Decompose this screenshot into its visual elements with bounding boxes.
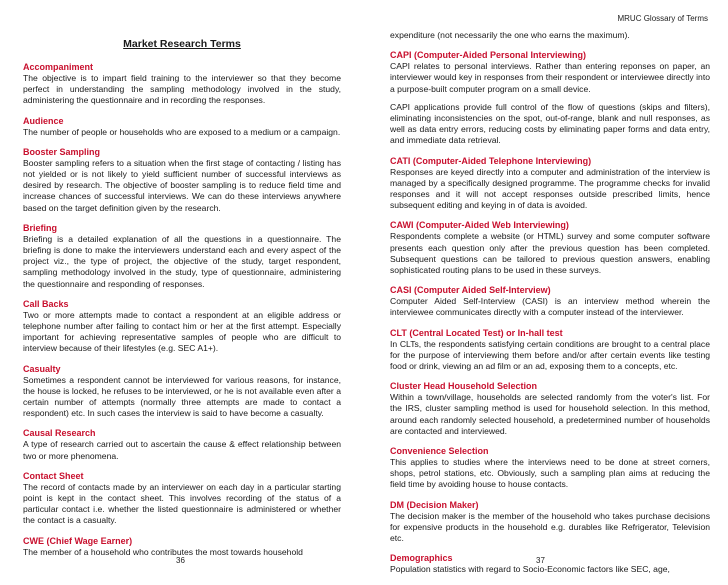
glossary-definition: This applies to studies where the interviews need to be done at street corners, shops, petrol stations, etc. Obviously, such a sampling plan aims at reducing the field time by avoiding house to house contacts. [390,457,710,490]
glossary-entry [390,220,710,276]
glossary-definition: Responses are keyed directly into a computer and administration of the interview is managed by a specifically designed programme. The programme checks for invalid responses and it will not accept responses outside prescribed limits, hence subsequent editing and keying in of data is avoided. [390,166,710,211]
glossary-term: Contact Sheet [23,470,84,481]
glossary-definition: The record of contacts made by an interviewer on each day in a particular starting point is kept in the contact sheet. This involves recording of the status of a particular contact i.e. whether the listed questionnaire is administered or whether the contact is a casualty. [23,481,341,526]
glossary-term: Casualty [23,363,61,374]
glossary-definition: Population statistics with regard to Socio-Economic factors like SEC, age, [390,564,670,575]
glossary-term: Demographics [390,553,453,564]
glossary-definition: The number of people or households who are exposed to a medium or a campaign. [23,126,341,137]
glossary-definition: A type of research carried out to ascertain the cause & effect relationship between two or more phenomena. [23,439,341,461]
glossary-definition: CAPI applications provide full control of the flow of questions (skips and filters), eliminating inconsistencies on the spot, out-of-range, blank and null responses, as well as data entry errors, reducing costs by eliminating paper forms and data entry, and immediate data retrieval. [390,101,710,146]
right-page [364,0,728,582]
glossary-term: Causal Research [23,428,96,439]
glossary-entry [23,428,341,461]
glossary-entry [23,147,341,214]
glossary-definition: Within a town/village, households are selected randomly from the voter's list. For the IRS, cluster sampling method is used for household selection. In this method, around each randomly selected household, a predetermined number of households are contacted and interviewed. [390,392,710,436]
glossary-term: Accompaniment [23,62,94,72]
glossary-definition: Briefing is a detailed explanation of all the questions in a questionnaire. The briefing is done to make the interviewers understand each and every aspect of the project viz., the type of project, the objective of the study, target respondent, sampling methodology involved in the study, type of questionnaire, administering the questionnaire and responding of responses. [23,233,341,289]
glossary-entry [390,553,710,575]
glossary-entry [23,364,341,420]
glossary-term: Audience [23,115,64,126]
glossary-term: CLT (Central Located Test) or In-hall test [390,327,563,338]
glossary-definition: Sometimes a respondent cannot be interviewed for various reasons, for instance, the house is locked, he refuses to be interviewed, or he is not available even after a certain number of attempts (normally three attempts are made to contact a respondent) etc. In such cases the interview is said to have become a casualty. [23,374,341,419]
left-page [0,0,364,582]
glossary-term: CAWI (Computer-Aided Web Interviewing) [390,220,569,231]
glossary-term: Convenience Selection [390,446,489,457]
glossary-definition: In CLTs, the respondents satisfying certain conditions are brought to a central place for the purpose of interviewing them before and/or after certain events like testing food or drink, viewing an ad film or an ad, exposing them to a concepts, etc. [390,338,710,372]
glossary-definition: Booster sampling refers to a situation when the first stage of contacting / listing has not yielded or is not likely to yield sufficient number of successful interviews as desired by research. The objective of booster sampling is to reduce field time and increase chances of successful interviews. We can do these interviews anywhere based on the target definition given by the research. [23,157,341,213]
right-glossary-column [390,30,710,585]
glossary-entry [23,471,341,527]
page-number-left: 36 [176,556,185,565]
glossary-entry [23,62,341,107]
glossary-definition: The member of a household who contributes the most towards household [23,546,303,557]
glossary-entry [390,500,710,545]
glossary-term: CWE (Chief Wage Earner) [23,535,133,546]
glossary-definition: CAPI relates to personal interviews. Rather than entering reponses on paper, an interviewer would key in responses from their respondent or interviewee directly into a purpose-built computer program on a small device. [390,61,710,94]
glossary-definition: Computer Aided Self-Interview (CASI) is an interview method wherein the interviewee communicates directly with a computer instead of the interviewer. [390,296,710,318]
glossary-entry [390,328,710,373]
glossary-term: Cluster Head Household Selection [390,381,538,392]
glossary-term: Booster Sampling [23,146,101,157]
glossary-term: CASI (Computer Aided Self-Interview) [390,285,551,296]
continued-text: expenditure (not necessarily the one who earns the maximum). [390,30,630,40]
glossary-term: DM (Decision Maker) [390,499,479,510]
glossary-term: Briefing [23,222,58,233]
glossary-entry [390,446,710,491]
left-glossary-column [23,62,341,567]
glossary-definition: Respondents complete a website (or HTML) survey and some computer software presents each question only after the previous question has been completed. Subsequent questions can be tailored to previous question answers, enabling sophisticated routing plans to be used in these surveys. [390,231,710,276]
glossary-entry [390,50,710,146]
glossary-term: Call Backs [23,298,69,309]
glossary-entry [390,156,710,212]
page-title: Market Research Terms [123,38,241,50]
glossary-term: CATI (Computer-Aided Telephone Interviewing) [390,155,592,166]
glossary-entry [23,116,341,138]
glossary-term: CAPI (Computer-Aided Personal Interviewing) [390,50,587,61]
glossary-definition: The decision maker is the member of the household who takes purchase decisions for expensive products in the household e.g. durables like Refrigerator, Television etc. [390,510,710,544]
glossary-entry [23,223,341,290]
glossary-entry [390,381,710,437]
glossary-entry [390,285,710,318]
glossary-definition: The objective is to impart field training to the interviewer so that they become perfect in understanding the sampling methodology involved in the study, administering the questionnaire and in recording the responses. [23,73,341,106]
page-number-right: 37 [536,556,545,565]
glossary-definition: Two or more attempts made to contact a respondent at an eligible address or telephone number after failing to contact him or her at the first attempt. Especially important for achieving representative samples of people who are difficult to interview because of their lifestyles (e.g. SEC A1+). [23,309,341,354]
glossary-entry [23,536,341,558]
running-head: MRUC Glossary of Terms [617,14,708,23]
glossary-entry [23,299,341,355]
